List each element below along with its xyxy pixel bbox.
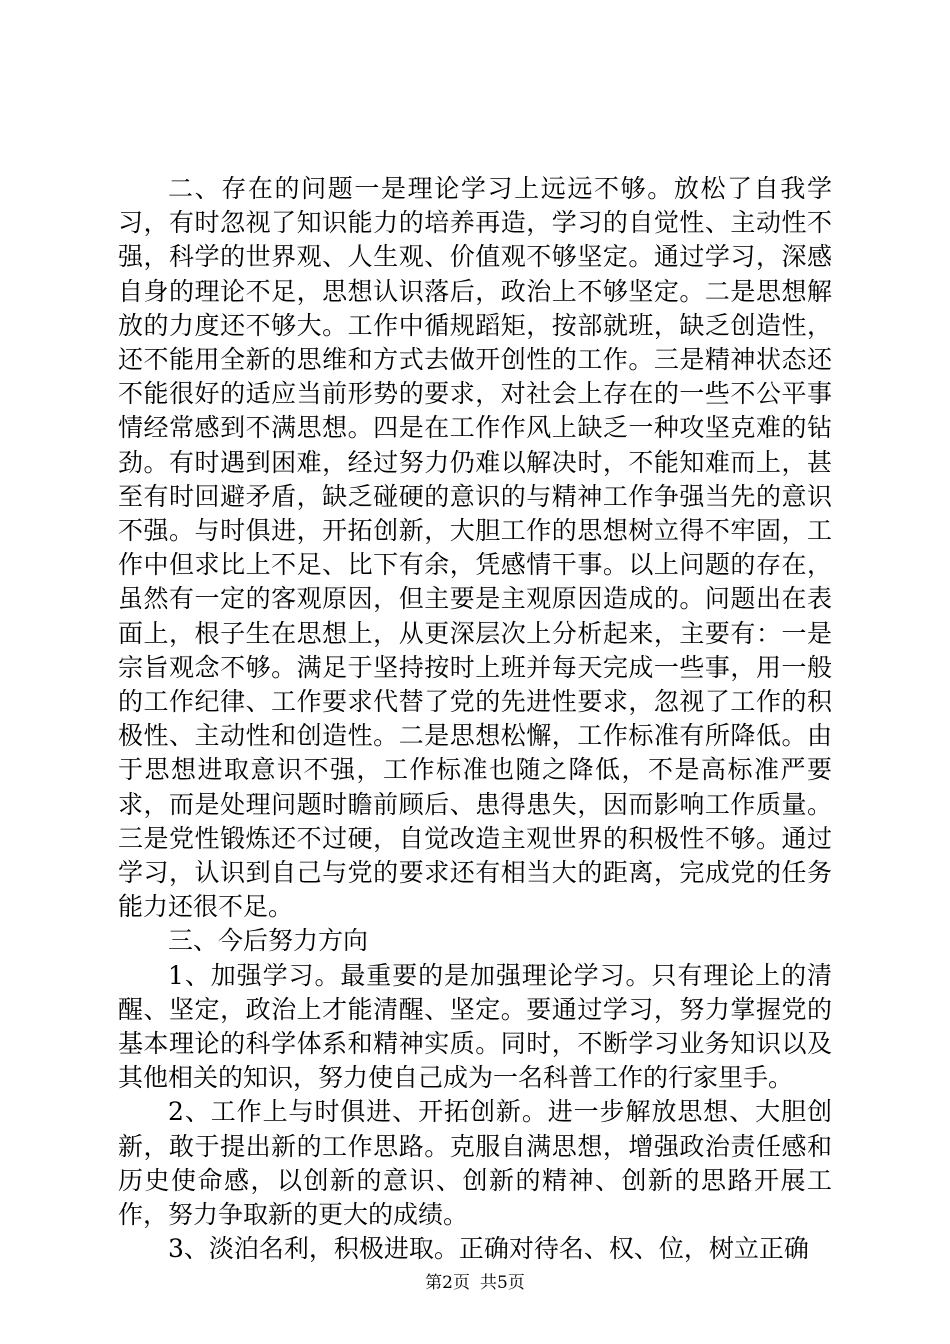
page-footer bbox=[0, 1273, 950, 1293]
page-number: 第2页 bbox=[425, 1273, 470, 1293]
document-body bbox=[118, 172, 832, 1267]
section-heading-future-direction: 三、今后努力方向 bbox=[168, 926, 369, 956]
page-total: 共5页 bbox=[480, 1273, 525, 1293]
paragraph-indifferent-to-fame: 3、淡泊名利，积极进取。正确对待名、权、位，树立正确 bbox=[168, 1234, 809, 1264]
paragraph-problems: 二、存在的问题一是理论学习上远远不够。放松了自我学习，有时忽视了知识能力的培养再造，学习的自觉性、主动性不强，科学的世界观、人生观、价值观不够坚定。通过学习，深感自身的理论不足，思想认识落后，政治上不够坚定。二是思想解放的力度还不够大。工作中循规蹈矩，按部就班，缺乏创造性，还不能用全新的思维和方式去做开创性的工作。三是精神状态还不能很好的适应当前形势的要求，对社会上存在的一些不公平事情经常感到不满思想。四是在工作作风上缺乏一种攻坚克难的钻劲。有时遇到困难，经过努力仍难以解决时，不能知难而上，甚至有时回避矛盾，缺乏碰硬的意识的与精神工作争强当先的意识不强。与时俱进，开拓创新，大胆工作的思想树立得不牢固，工作中但求比上不足、比下有余，凭感情干事。以上问题的存在，虽然有一定的客观原因，但主要是主观原因造成的。问题出在表面上，根子生在思想上，从更深层次上分析起来，主要有：一是宗旨观念不够。满足于坚持按时上班并每天完成一些事，用一般的工作纪律、工作要求代替了党的先进性要求，忽视了工作的积极性、主动性和创造性。二是思想松懈，工作标准有所降低。由于思想进取意识不强，工作标准也随之降低，不是高标准严要求，而是处理问题时瞻前顾后、患得患失，因而影响工作质量。三是党性锻炼还不过硬，自觉改造主观世界的积极性不够。通过学习，认识到自己与党的要求还有相当大的距离，完成党的任务能力还很不足。 bbox=[118, 174, 832, 922]
paragraph-strengthen-study: 1、加强学习。最重要的是加强理论学习。只有理论上的清醒、坚定，政治上才能清醒、坚定。要通过学习，努力掌握党的基本理论的科学体系和精神实质。同时，不断学习业务知识以及其他相关的知识，努力使自己成为一名科普工作的行家里手。 bbox=[118, 960, 832, 1093]
paragraph-innovation: 2、工作上与时俱进、开拓创新。进一步解放思想、大胆创新，敢于提出新的工作思路。克服自满思想，增强政治责任感和历史使命感，以创新的意识、创新的精神、创新的思路开展工作，努力争取新的更大的成绩。 bbox=[118, 1097, 832, 1230]
